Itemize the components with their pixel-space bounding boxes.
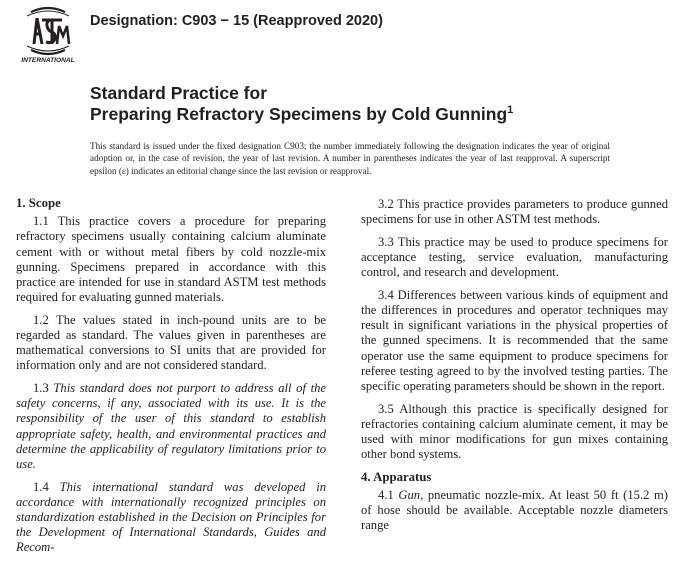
paragraph-3-3: 3.3 This practice may be used to produce specimens for acceptance testing, service evaluation, manufacturing control, and research and development. [361, 234, 668, 280]
title-line-1: Standard Practice for [90, 83, 267, 103]
paragraph-3-4: 3.4 Differences between various kinds of equipment and the differences in procedures and operator techniques may result in significant variations in the physical properties of the gunned specimens. It is recommended that the same operator use the same equipment to produce specimens for referee testing agreed to by the involved testing parties. The specific operating parameters should be shown in the report. [361, 287, 668, 394]
logo-text: INTERNATIONAL [21, 57, 75, 64]
designation: Designation: C903 − 15 (Reapproved 2020) [90, 13, 383, 29]
paragraph-1-4-text: This international standard was developed in accordance with internationally recognized principles on standardization established in the Decision on Principles for the Development of International Standards, Guides and Recom- [16, 479, 326, 555]
section-heading-apparatus: 4. Apparatus [361, 469, 432, 484]
section-heading-scope: 1. Scope [16, 196, 61, 210]
issuance-notice: This standard is issued under the fixed designation C903; the number immediately following the designation indicates the year of original adoption or, in the case of revision, the year of last revision. A number in parentheses indicates the year of last reapproval. A superscript epsilon (ε) indicates an editorial change since the last revision or reapproval. [90, 141, 610, 176]
paragraph-1-3 [16, 381, 326, 472]
title-line-2-text: Preparing Refractory Specimens by Cold Gunning [90, 104, 508, 124]
left-column [16, 196, 326, 563]
right-column [361, 197, 668, 541]
document-title [90, 83, 650, 125]
paragraph-4-1-term: Gun, [398, 488, 424, 503]
paragraph-1-4-number: 1.4 [33, 479, 49, 494]
astm-logo-icon [27, 8, 69, 54]
paragraph-1-2: 1.2 The values stated in inch-pound units are to be regarded as standard. The values given in parentheses are mathematical conversions to SI units that are provided for information only and are not considered standard. [16, 312, 326, 373]
paragraph-1-1: 1.1 This practice covers a procedure for preparing refractory specimens usually containing calcium aluminate cement with or without metal fibers by cold nozzle-mix gunning. Specimens prepared in accordance with this practice are intended for use in standard ASTM test methods required for evaluating gunned materials. [16, 214, 326, 305]
paragraph-4-1-text: pneumatic nozzle-mix. At least 50 ft (15.2 m) of hose should be available. Acceptable nozzle diameters range [361, 488, 669, 533]
paragraph-3-5: 3.5 Although this practice is specifically designed for refractories containing calcium aluminate cement, it may be used with minor modifications for gun mixes containing other bond systems. [361, 401, 668, 462]
paragraph-1-3-number: 1.3 [33, 381, 49, 396]
paragraph-3-2: 3.2 This practice provides parameters to produce gunned specimens for use in other ASTM test methods. [361, 197, 668, 227]
astm-logo [17, 6, 79, 64]
title-line-2 [90, 104, 650, 125]
paragraph-4-1 [361, 488, 668, 534]
title-footnote-mark: 1 [507, 104, 514, 116]
paragraph-1-3-text: This standard does not purport to address all of the safety concerns, if any, associated with its use. It is the responsibility of the user of this standard to establish appropriate safety, health, and environmental practices and determine the applicability of regulatory limitations prior to use. [16, 381, 326, 472]
paragraph-4-1-number: 4.1 [378, 488, 394, 503]
paragraph-1-4 [16, 480, 326, 556]
